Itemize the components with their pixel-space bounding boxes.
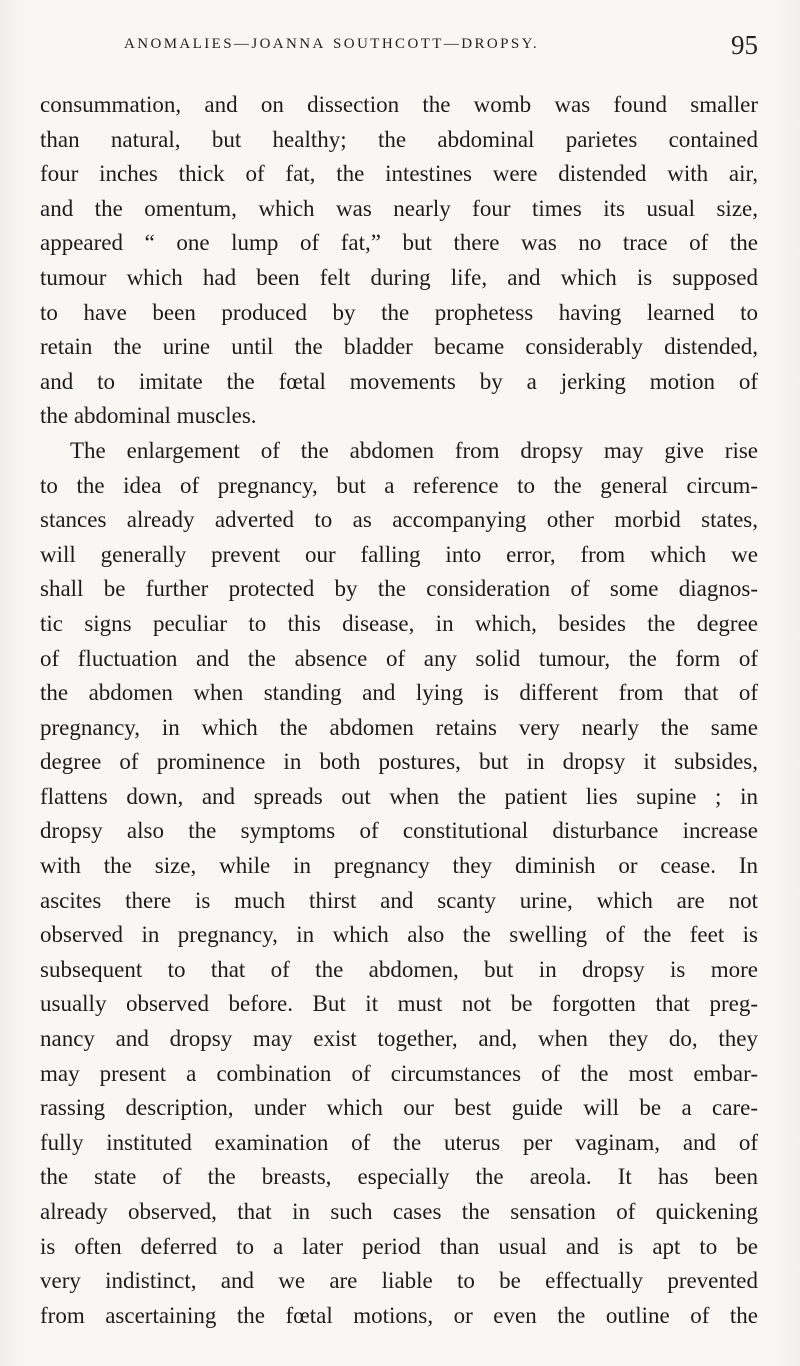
text-line: observed in pregnancy, in which also the swelling of the feet is bbox=[40, 922, 758, 948]
text-line: will generally prevent our falling into error, from which we bbox=[40, 541, 758, 567]
text-line: four inches thick of fat, the intestines were distended with air, bbox=[40, 161, 758, 187]
text-line: stances already adverted to as accompanying other morbid states, bbox=[40, 507, 758, 533]
text-line: tic signs peculiar to this disease, in which, besides the degree bbox=[40, 610, 758, 636]
text-line: to have been produced by the prophetess having learned to bbox=[40, 299, 758, 325]
text-line: very indistinct, and we are liable to be effectually prevented bbox=[40, 1268, 758, 1294]
page-number: 95 bbox=[731, 30, 758, 60]
text-line: degree of prominence in both postures, but in dropsy it subsides, bbox=[40, 749, 758, 775]
page-header bbox=[40, 30, 758, 70]
text-line: than natural, but healthy; the abdominal parietes contained bbox=[40, 126, 758, 152]
text-line: and to imitate the fœtal movements by a jerking motion of bbox=[40, 368, 758, 394]
text-line: ascites there is much thirst and scanty urine, which are not bbox=[40, 887, 758, 913]
text-line: fully instituted examination of the uterus per vaginam, and of bbox=[40, 1129, 758, 1155]
text-line: with the size, while in pregnancy they diminish or cease. In bbox=[40, 853, 758, 879]
text-line: subsequent to that of the abdomen, but in dropsy is more bbox=[40, 956, 758, 982]
text-line: tumour which had been felt during life, and which is supposed bbox=[40, 264, 758, 290]
text-line: the abdomen when standing and lying is different from that of bbox=[40, 680, 758, 706]
text-line: rassing description, under which our best guide will be a care- bbox=[40, 1095, 758, 1121]
text-line: from ascertaining the fœtal motions, or even the outline of the bbox=[40, 1302, 758, 1328]
running-head: ANOMALIES—JOANNA SOUTHCOTT—DROPSY. bbox=[124, 36, 540, 52]
text-line: may present a combination of circumstances of the most embar- bbox=[40, 1060, 758, 1086]
text-line: is often deferred to a later period than usual and is apt to be bbox=[40, 1233, 758, 1259]
text-line: flattens down, and spreads out when the patient lies supine ; in bbox=[40, 783, 758, 809]
text-line: consummation, and on dissection the womb was found smaller bbox=[40, 92, 758, 117]
text-line: dropsy also the symptoms of constitutional disturbance increase bbox=[40, 818, 758, 844]
text-line: pregnancy, in which the abdomen retains very nearly the same bbox=[40, 714, 758, 740]
paragraph-first-line: The enlargement of the abdomen from dropsy may give rise bbox=[70, 437, 758, 463]
paragraph-last-line: the abdominal muscles. bbox=[40, 403, 257, 429]
text-line: the state of the breasts, especially the areola. It has been bbox=[40, 1164, 758, 1190]
text-line: retain the urine until the bladder became considerably distended, bbox=[40, 334, 758, 360]
text-line: and the omentum, which was nearly four times its usual size, bbox=[40, 195, 758, 221]
text-line: usually observed before. But it must not be forgotten that preg- bbox=[40, 991, 758, 1017]
text-line: nancy and dropsy may exist together, and, when they do, they bbox=[40, 1026, 758, 1052]
text-line: of fluctuation and the absence of any solid tumour, the form of bbox=[40, 645, 758, 671]
text-line: to the idea of pregnancy, but a reference to the general circum- bbox=[40, 472, 758, 498]
text-line: appeared “ one lump of fat,” but there was no trace of the bbox=[40, 230, 758, 256]
body-text bbox=[40, 88, 758, 1333]
text-line: shall be further protected by the consideration of some diagnos- bbox=[40, 576, 758, 602]
text-line: already observed, that in such cases the sensation of quickening bbox=[40, 1199, 758, 1224]
